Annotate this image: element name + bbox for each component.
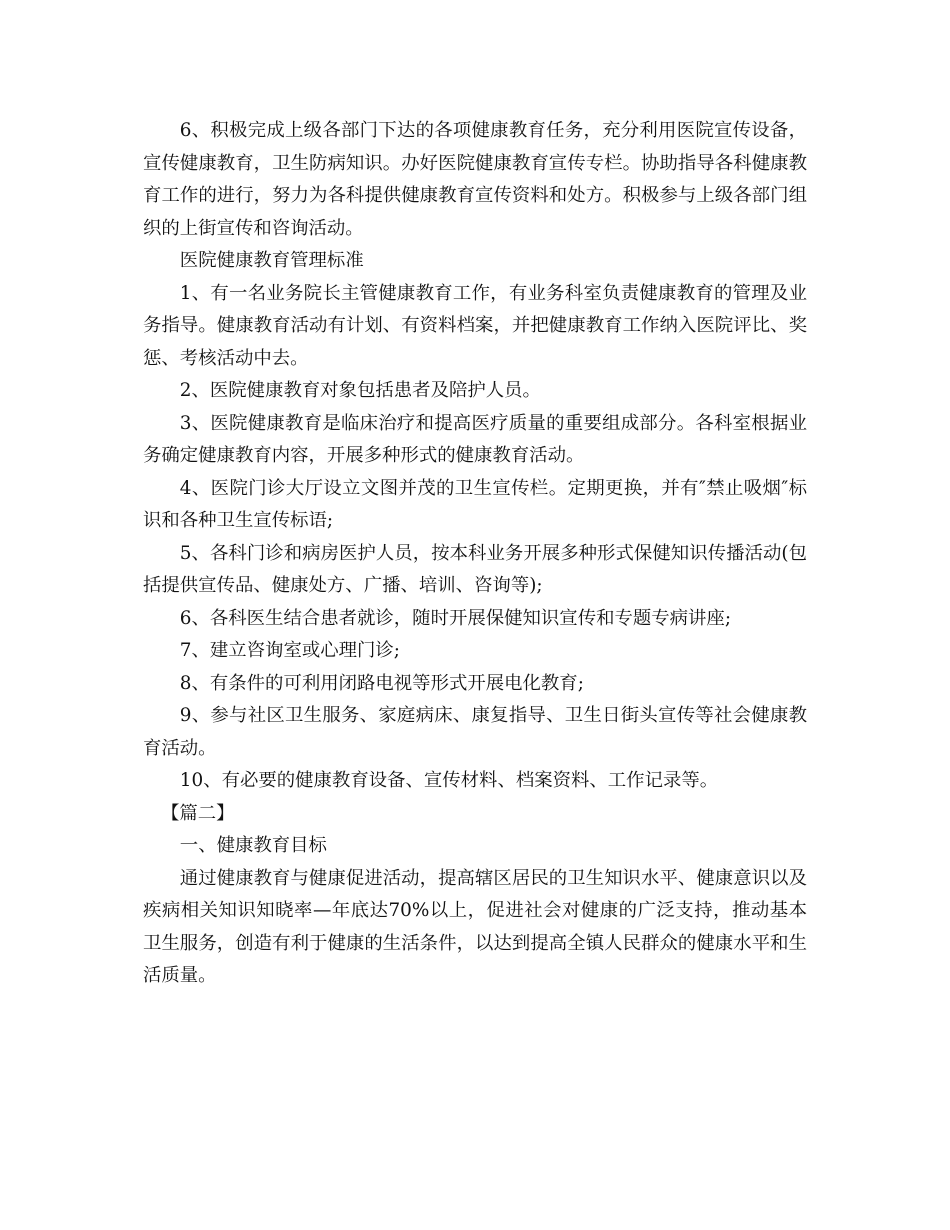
section-marker-part-two: 【篇二】 [161,802,235,824]
paragraph-item-7: 7、建立咨询室或心理门诊; [179,640,400,661]
paragraph-item-5: 5、各科门诊和病房医护人员，按本科业务开展多种形式保健知识传播活动(包括提供宣传品、健康处方、广播、培训、咨询等); [143,542,807,596]
paragraph-item-2: 2、医院健康教育对象包括患者及陪护人员。 [179,380,541,401]
paragraph-item-1: 1、有一名业务院长主管健康教育工作，有业务科室负责健康教育的管理及业务指导。健康教育活动有计划、有资料档案，并把健康教育工作纳入医院评比、奖惩、考核活动中去。 [143,282,807,369]
section-heading-management-standard: 医院健康教育管理标准 [179,250,364,271]
paragraph-item-8: 8、有条件的可利用闭路电视等形式开展电化教育; [179,672,584,694]
paragraph-item-3: 3、医院健康教育是临床治疗和提高医疗质量的重要组成部分。各科室根据业务确定健康教育内容，开展多种形式的健康教育活动。 [143,412,807,466]
paragraph-item-6-tasks: 6、积极完成上级各部门下达的各项健康教育任务，充分利用医院宣传设备，宣传健康教育，卫生防病知识。办好医院健康教育宣传专栏。协助指导各科健康教育工作的进行，努力为各科提供健康教育宣传资料和处方。积极参与上级各部门组织的上街宣传和咨询活动。 [143,120,807,239]
paragraph-item-4: 4、医院门诊大厅设立文图并茂的卫生宣传栏。定期更换，并有″禁止吸烟″标识和各种卫生宣传标语; [143,477,807,531]
section-heading-goals: 一、健康教育目标 [179,835,327,856]
paragraph-item-6: 6、各科医生结合患者就诊，随时开展保健知识宣传和专题专病讲座; [179,607,732,629]
paragraph-goals-body: 通过健康教育与健康促进活动，提高辖区居民的卫生知识水平、健康意识以及疾病相关知识知晓率—年底达70%以上，促进社会对健康的广泛支持，推动基本卫生服务，创造有利于健康的生活条件，以达到提高全镇人民群众的健康水平和生活质量。 [143,867,807,986]
paragraph-item-10: 10、有必要的健康教育设备、宣传材料、档案资料、工作记录等。 [179,770,719,791]
paragraph-item-9: 9、参与社区卫生服务、家庭病床、康复指导、卫生日街头宣传等社会健康教育活动。 [143,705,807,759]
